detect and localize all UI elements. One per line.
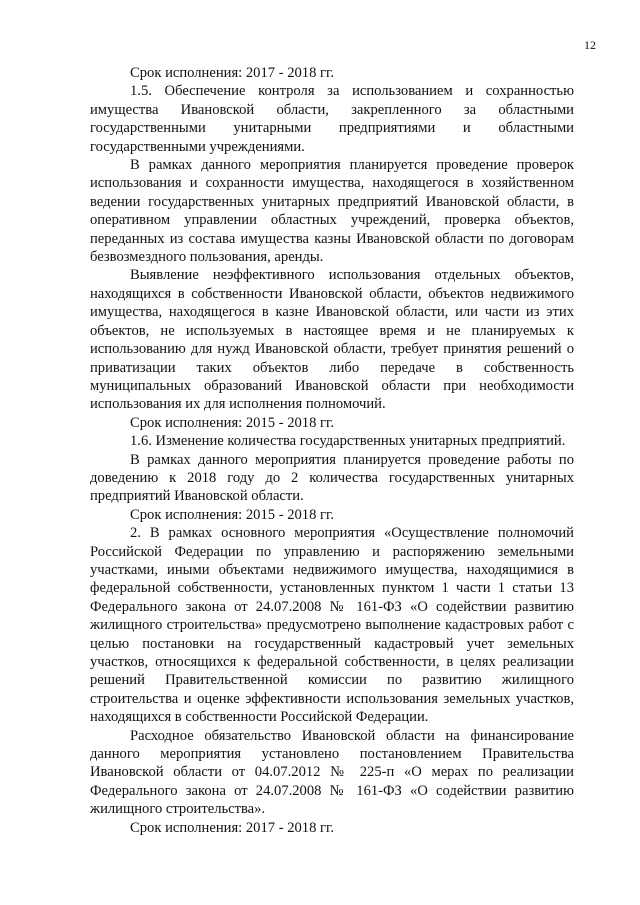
paragraph-item-2: 2. В рамках основного мероприятия «Осуществление полномочий Российской Федерации по управлению и распоряжению земельными участками, иными объектами недвижимого имущества, находящимися в федеральной собственности, установленных пунктом 1 части 1 статьи 13 Федерального закона от 24.07.2008 № 161-ФЗ «О содействии развитию жилищного строительства» предусмотрено выполнение кадастровых работ с целью постановки на государственный кадастровый учет земельных участков, относящихся к федеральной собственности, в целях реализации решений Правительственной комиссии по развитию жилищного строительства и оценке эффективности использования земельных участков, находящихся в собственности Российской Федерации.: [90, 525, 574, 726]
page-number: 12: [584, 38, 596, 52]
document-body: [90, 64, 574, 837]
paragraph-unitary-enterprises: В рамках данного мероприятия планируется проведение работы по доведению к 2018 году до 2 количества государственных унитарных предприятий Ивановской области.: [90, 451, 574, 505]
paragraph-item-1-6: 1.6. Изменение количества государственных унитарных предприятий.: [130, 433, 566, 450]
paragraph-expenditure-obligation: Расходное обязательство Ивановской области на финансирование данного мероприятия установлено постановлением Правительства Ивановской области от 04.07.2012 № 225-п «О мерах по реализации Федерального закона от 24.07.2008 № 161-ФЗ «О содействии развитию жилищного строительства».: [90, 727, 574, 818]
paragraph-deadline-2015-2018: Срок исполнения: 2015 - 2018 гг.: [130, 414, 335, 431]
paragraph-inspections: В рамках данного мероприятия планируется проведение проверок использования и сохранности имущества, находящегося в хозяйственном ведении государственных унитарных предприятий Ивановской области, в оперативном управлении областных учреждений, проверка объектов, переданных из состава имущества казны Ивановской области по договорам безвозмездного пользования, аренды.: [90, 157, 574, 266]
paragraph-item-1-5: 1.5. Обеспечение контроля за использованием и сохранностью имущества Ивановской области, закрепленного за областными государственными унитарными предприятиями и областными государственными учреждениями.: [90, 83, 574, 155]
paragraph-deadline-2017-2018: Срок исполнения: 2017 - 2018 гг.: [130, 65, 335, 81]
paragraph-deadline-2015-2018-b: Срок исполнения: 2015 - 2018 гг.: [130, 506, 335, 523]
paragraph-deadline-2017-2018-b: Срок исполнения: 2017 - 2018 гг.: [130, 819, 335, 836]
paragraph-inefficient-use: Выявление неэффективного использования отдельных объектов, находящихся в собственности Ивановской области, объектов недвижимого имущества, находящегося в казне Ивановской области, или части из этих объектов, не используемых в настоящее время и не планируемых к использованию для нужд Ивановской области, требует принятия решений о приватизации таких объектов либо передаче в собственность муниципальных образований Ивановской области при необходимости использования их для исполнения полномочий.: [90, 267, 574, 413]
